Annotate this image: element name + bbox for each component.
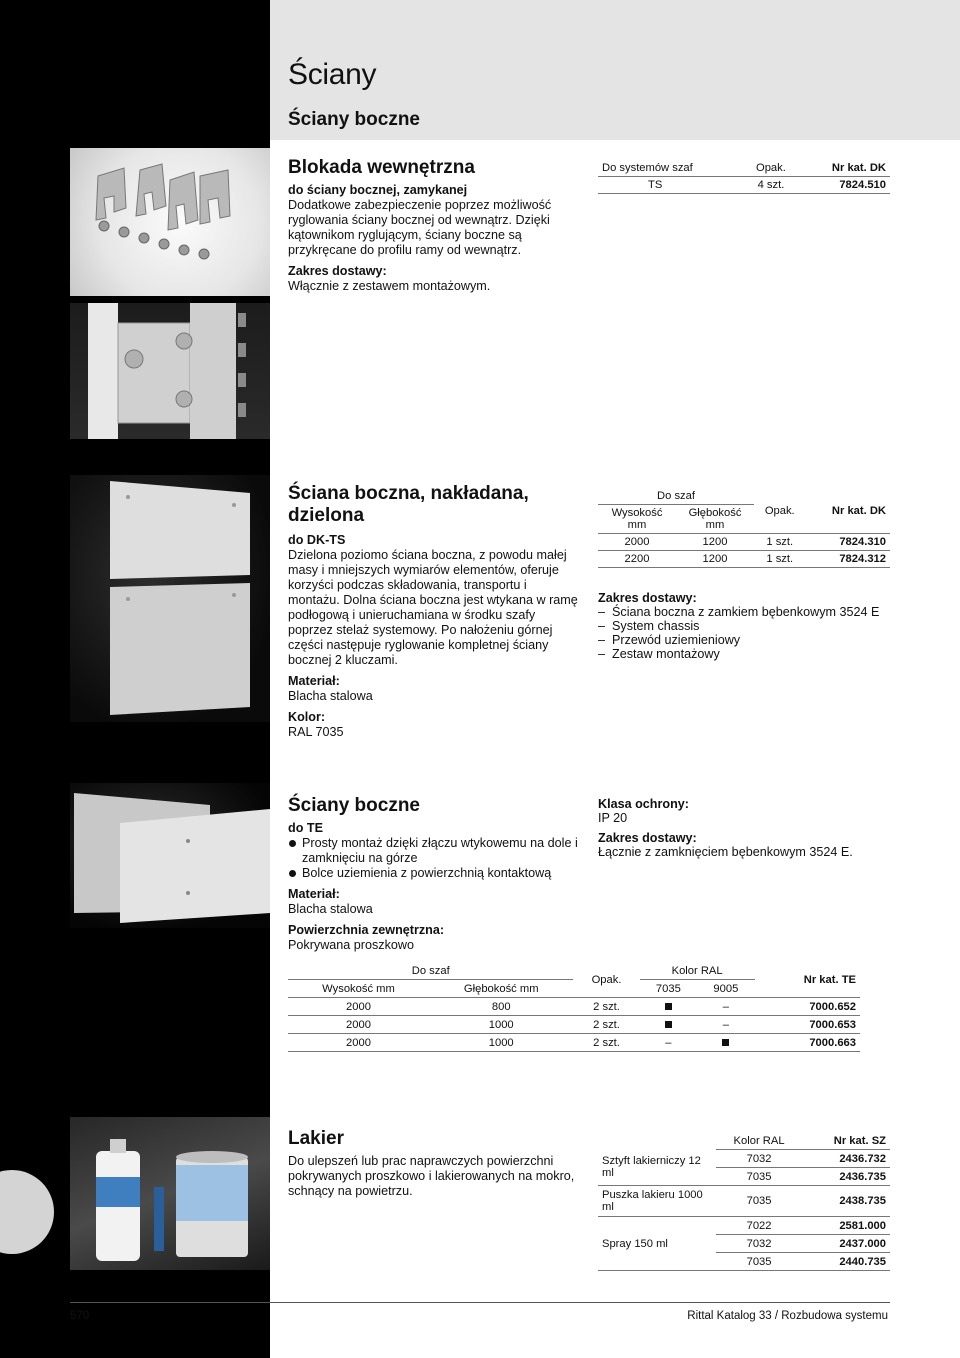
section-dzielona [288, 483, 578, 740]
boczne-material: Blacha stalowa [288, 902, 373, 916]
lakier-table: Kolor RAL Nr kat. SZ Sztyft lakierniczy 12 ml 7032 2436.732 7035 2436.735 Puszka lakieru 1000 ml 7035 2438.735 Spray 150 ml 7022 2581.000 7032 2437.000 7035 2440.735 [598, 1132, 890, 1271]
availability-square-icon [722, 1039, 729, 1046]
dzielona-color-label: Kolor: [288, 710, 326, 724]
product-photo-blokada-mounted [70, 303, 270, 439]
page-title: Ściany [288, 58, 377, 91]
dzielona-table: Do szaf Opak. Nr kat. DK Wysokość mm Głębokość mm 2000 1200 1 szt. 7824.310 2200 1200 1 szt. 7824.312 [598, 488, 890, 568]
dzielona-supply: Zakres dostawy: – Ściana boczna z zamkiem bębenkowym 3524 E – System chassis – Przewód uziemieniowy – Zestaw montażowy [598, 591, 898, 661]
list-item: – Ściana boczna z zamkiem bębenkowym 3524 E [598, 605, 898, 619]
table-row: 7035 2436.735 [598, 1168, 890, 1186]
boczne-surface: Pokrywana proszkowo [288, 938, 414, 952]
boczne-table: Do szaf Opak. Kolor RAL Nr kat. TE Wysokość mm Głębokość mm 7035 9005 2000 800 2 szt. – 7000.652 2000 1000 2 szt. – 7000.653 2000 1000 2 szt. – 7000.663 [288, 962, 860, 1052]
list-item: Bolce uziemienia z powierzchnią kontaktową [288, 866, 578, 881]
dzielona-lead: do DK-TS [288, 533, 346, 547]
dzielona-title: Ściana boczna, nakładana, dzielona [288, 483, 529, 526]
col-systems: Do systemów szaf [598, 160, 743, 177]
table-row: TS 4 szt. 7824.510 [598, 177, 890, 194]
table-row: 2000 1000 2 szt. – 7000.663 [288, 1034, 860, 1052]
catalog-name: Rittal Katalog 33 / Rozbudowa systemu [687, 1310, 888, 1322]
mark-9005: – [697, 1016, 755, 1034]
product-photo-side-panels [70, 783, 270, 928]
availability-square-icon [665, 1021, 672, 1028]
table-row: 2000 1200 1 szt. 7824.310 [598, 534, 890, 551]
product-photo-paint-products [70, 1117, 270, 1270]
mark-7035 [640, 1016, 698, 1034]
product-photo-split-side-panel [70, 475, 270, 722]
mark-9005: – [697, 998, 755, 1016]
list-item: – System chassis [598, 619, 898, 633]
boczne-material-label: Materiał: [288, 887, 340, 901]
list-item: – Przewód uziemieniowy [598, 633, 898, 647]
boczne-surface-label: Powierzchnia zewnętrzna: [288, 923, 445, 937]
boczne-title: Ściany boczne [288, 795, 420, 816]
list-item: Prosty montaż dzięki złączu wtykowemu na dole i zamknięciu na górze [288, 836, 578, 866]
mark-7035: – [640, 1034, 698, 1052]
blokada-description: Dodatkowe zabezpieczenie poprzez możliwość ryglowania ściany bocznej od wewnątrz. Dzięki kątownikom ryglującym, ściany boczne są przykręcane do profilu ramy od wewnątrz. [288, 198, 552, 257]
list-item: – Zestaw montażowy [598, 647, 898, 661]
mark-9005 [697, 1034, 755, 1052]
dzielona-material: Blacha stalowa [288, 689, 373, 703]
table-row: Spray 150 ml 7022 2581.000 [598, 1217, 890, 1235]
table-row: Sztyft lakierniczy 12 ml 7032 2436.732 [598, 1150, 890, 1168]
dzielona-color: RAL 7035 [288, 725, 344, 739]
table-row: 7032 2437.000 [598, 1235, 890, 1253]
lakier-title: Lakier [288, 1128, 344, 1149]
table-row: 2200 1200 1 szt. 7824.312 [598, 551, 890, 568]
blokada-supply-label: Zakres dostawy: [288, 264, 387, 278]
section-blokada [288, 157, 578, 294]
col-nr: Nr kat. DK [799, 160, 890, 177]
section-lakier [288, 1128, 578, 1199]
section-boczne [288, 795, 578, 953]
page-subtitle: Ściany boczne [288, 109, 420, 130]
blokada-lead: do ściany bocznej, zamykanej [288, 183, 468, 197]
blokada-title: Blokada wewnętrzna [288, 157, 475, 178]
blokada-table [598, 160, 890, 194]
table-row: Puszka lakieru 1000 ml 7035 2438.735 [598, 1186, 890, 1217]
boczne-right-info: Klasa ochrony: IP 20 Zakres dostawy: Łącznie z zamknięciem bębenkowym 3524 E. [598, 797, 853, 859]
availability-square-icon [665, 1003, 672, 1010]
dzielona-material-label: Materiał: [288, 674, 340, 688]
table-row: 2000 1000 2 szt. – 7000.653 [288, 1016, 860, 1034]
footer-rule [70, 1302, 890, 1303]
col-opak: Opak. [743, 160, 799, 177]
dzielona-description: Dzielona poziomo ściana boczna, z powodu małej masy i mniejszych wymiarów elementów, oferuje korzyści podczas składowania, transportu i montażu. Dolna ściana boczna jest wtykana w ramę podłogową i unieruchamiana w środku szafy poprzez stelaż systemowy. Po nałożeniu górnej części następuje ryglowanie kompletnej ściany bocznej 2 kluczami. [288, 548, 578, 667]
table-row: 2000 800 2 szt. – 7000.652 [288, 998, 860, 1016]
lakier-description: Do ulepszeń lub prac naprawczych powierzchni pokrywanych proszkowo i lakierowanych na mokro, schnący na powietrzu. [288, 1154, 575, 1198]
boczne-lead: do TE [288, 821, 323, 835]
page-number: 570 [70, 1310, 90, 1322]
table-row: 7035 2440.735 [598, 1253, 890, 1271]
product-photo-blokada-parts [70, 148, 270, 296]
blokada-supply: Włącznie z zestawem montażowym. [288, 279, 491, 293]
mark-7035 [640, 998, 698, 1016]
